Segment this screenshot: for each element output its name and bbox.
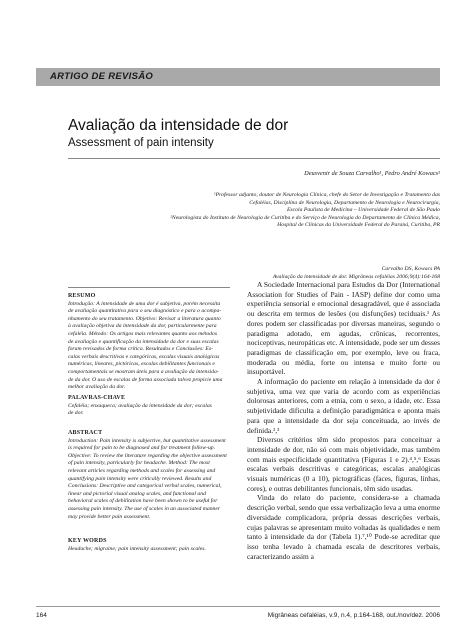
affiliation-line: Escola Paulista de Medicina – Universidade Federal de São Paulo <box>286 207 440 214</box>
keywords-en-section <box>68 538 230 553</box>
abstract-line: assessing pain intensity. The use of scales in an associated manner <box>68 505 221 512</box>
abstract-line: behavioral scales of debilitation have been shown to be useful for <box>68 498 218 505</box>
resumo-heading: RESUMO <box>68 293 96 299</box>
resumo-line: de da dor. O uso de escalas de forma associada talvez propicie uma <box>68 376 223 383</box>
resumo-text <box>68 301 230 392</box>
section-band <box>36 68 440 86</box>
body-paragraph: Vinda do relato do paciente, considera-se a chamada descrição verbal, sendo que essa verbalização leva a uma enorme diversidade complicadora, própria dessas descrições verbais, cujas palavras se apresentam muito voltadas às qualidades e nem tanto à intensidade da dor (Tabela 1).⁷,¹⁰ Pode-se acreditar que isso tenha levado à chamada escala de descritores verbais, caracterizando assim a <box>247 493 440 561</box>
palavras-chave-line: Cefaléia; enxaqueca; avaliação da intensidade da dor; escalas <box>68 402 212 409</box>
abstract-line: is required for pain to be diagnosed and for treatment follow-up. <box>68 445 216 452</box>
abstract-section <box>68 430 230 521</box>
palavras-chave-heading: PALAVRAS-CHAVE <box>68 395 126 401</box>
keywords-pt-section <box>68 395 230 418</box>
affiliation-line: Cefaléias, Disciplina de Neurologia, Departamento de Neurologia e Neurocirurgia, <box>249 199 440 206</box>
abstract-heading: ABSTRACT <box>68 430 103 436</box>
resumo-line: comportamentais se mostram úteis para a avaliação da intensida- <box>68 368 219 375</box>
body-paragraph: A informação do paciente em relação à intensidade da dor é subjetiva, uma vez que varia de acordo com as experiências dolorosas anteriores, com a etnia, com o sexo, a idade, etc. Essa subjetividade dificulta a definição paradigmática e aponta mais para que a intensidade da dor seja conceituada, ao invés de definida.²,³ <box>247 377 440 435</box>
key-words-heading: KEY WORDS <box>68 538 107 544</box>
abstract-line: of pain intensity, particularly for headache. Method: The most <box>68 460 210 467</box>
title-divider <box>68 158 440 159</box>
abstract-line: relevant articles regarding methods and scales for assessing and <box>68 467 216 474</box>
body-column <box>247 280 440 561</box>
resumo-line: Introdução: A intensidade de uma dor é subjetiva, porém necessita <box>68 300 221 307</box>
article-title-english: Assessment of pain intensity <box>68 137 214 149</box>
resumo-section <box>68 293 230 392</box>
resumo-line: cefaléia. Método: Os artigos mais relevantes quanto aos métodos <box>68 330 218 337</box>
affiliation-line: ¹Professor adjunto, doutor de Neurologia Clínica, chefe do Setor de Investigação e Tratamento das <box>213 192 440 198</box>
resumo-line: calas verbais descritivas e categóricas, escalas visuais analógicas <box>68 353 220 360</box>
abstract-line: quantifying pain intensity were critically reviewed. Results and <box>68 475 212 482</box>
resumo-line: de avaliação quantitativa para o seu diagnóstico e para o acompa- <box>68 308 222 315</box>
citation <box>273 266 440 281</box>
footer-divider <box>36 606 440 607</box>
abstract-line: may provide better pain assessment. <box>68 513 151 520</box>
body-paragraph: Diversos critérios têm sido propostos para conceituar a intensidade de dor, não só com mais objetividade, mas também com mais especificidade quantitativa (Figuras 1 e 2).⁴,⁵,⁶ Essas escalas verbais descritivas e categóricas, escalas analógicas visuais numéricas (0 a 10), pictográficas (faces, figuras, linhas, cores), e outras debilitantes funcionais, têm sido usadas. <box>247 435 440 493</box>
abstract-line: linear and pictorial visual analog scales, and functional and <box>68 490 206 497</box>
affiliations <box>120 192 440 230</box>
resumo-line: de avaliação e quantificação da intensidade da dor e suas escalas <box>68 338 219 345</box>
abstract-line: Introduction: Pain intensity is subjective, but quantitative assessment <box>68 437 226 444</box>
abstract-line: Objective: To review the literature regarding the objective assessment <box>68 452 227 459</box>
resumo-line: à avaliação objetiva da intensidade da dor, particularmente para <box>68 323 217 330</box>
resumo-line: melhor avaliação da dor. <box>68 384 126 391</box>
page-number: 164 <box>36 612 47 619</box>
section-label: ARTIGO DE REVISÃO <box>50 71 154 82</box>
resumo-line: numéricas, lineares, pictóricas, escalas debilitantes funcionais e <box>68 361 215 368</box>
abstract-line: Conclusions: Descriptive and categorical verbal scales, numerical, <box>68 483 222 490</box>
resumo-line: foram revisados de forma crítica. Resultados e Conclusões: Es- <box>68 346 213 353</box>
abstract-divider <box>68 287 230 288</box>
affiliation-line: Hospital de Clínicas da Universidade Federal do Paraná, Curitiba, PR <box>277 222 440 229</box>
affiliation-line: ²Neurologista do Instituto de Neurologia de Curitiba e do Serviço de Neurologia do Departamento de Clínica Médica, <box>170 214 440 221</box>
citation-authors: Carvalho DS, Kowacs PA <box>381 266 440 272</box>
key-words-line: Headache; migraine; pain intensity assessment; pain scales. <box>68 545 206 552</box>
article-title: Avaliação da intensidade de dor <box>68 117 289 134</box>
journal-reference: Migrâneas cefaléias, v.9, n.4, p.164-168, out./nov/dez. 2006 <box>267 612 440 619</box>
citation-reference: Avaliação da intensidade de dor. Migrâneas cefaléias 2006;9(4):164-168 <box>272 273 440 280</box>
authors: Deusvenir de Souza Carvalho¹, Pedro André Kowacs² <box>304 170 440 177</box>
body-paragraph: A Sociedade Internacional para Estudos da Dor (International Association for Studies of Pain - IASP) define dor como uma experiência sensorial e emocional desagradável, que é associada ou descrita em termos de lesões (ou disfunções) teciduais.¹ As dores podem ser classificadas por diversas maneiras, segundo o paradigma adotado, em agudas, crônicas, recorrentes, nociceptivas, neuropáticas etc. A intensidade, pode ser um desses paradigmas de classificação em, por exemplo, leve ou fraca, moderada ou média, forte ou intensa e muito forte ou insuportável. <box>247 280 440 377</box>
resumo-line: nhamento do seu tratamento. Objetivo: Revisar a literatura quanto <box>68 315 221 322</box>
palavras-chave-line: de dor. <box>68 410 84 417</box>
